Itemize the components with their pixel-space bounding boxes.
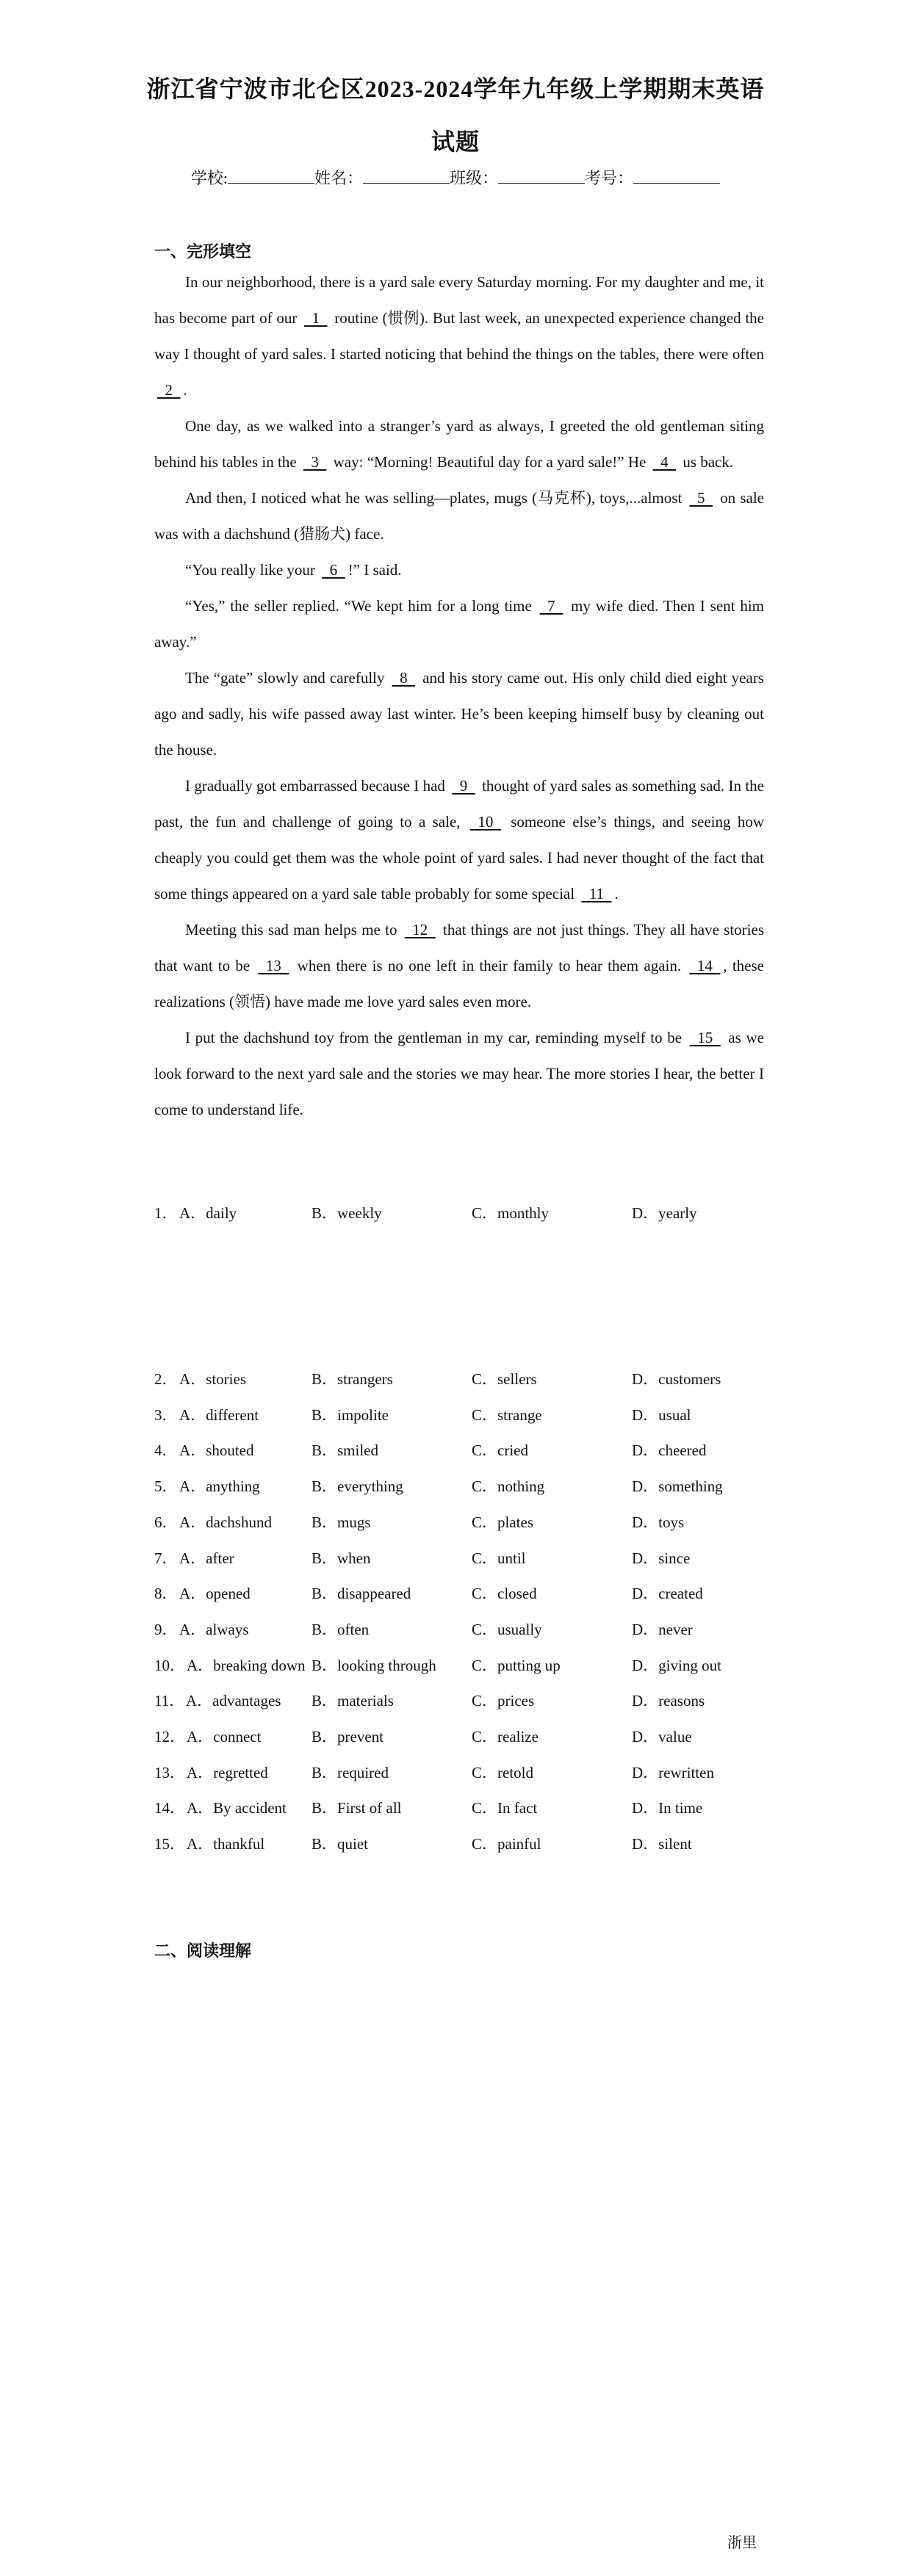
- question-row: [154, 1546, 815, 1576]
- passage-text: way: “Morning! Beautiful day for a yard sale!” He: [329, 453, 650, 471]
- passage-text: !” I said.: [348, 561, 402, 579]
- option-a: A．daily: [179, 1204, 237, 1222]
- option-d: D．usual: [632, 1405, 691, 1424]
- option-b: B．required: [312, 1763, 389, 1781]
- option-a: A．opened: [179, 1585, 251, 1603]
- option-a: A．anything: [179, 1477, 260, 1496]
- exam-title: 浙江省宁波市北仑区2023-2024学年九年级上学期期末英语: [146, 76, 765, 102]
- option-d: D．since: [632, 1549, 691, 1567]
- question-number: 7．: [154, 1549, 178, 1567]
- option-b: B．materials: [312, 1692, 394, 1710]
- question-number: 10．: [154, 1656, 185, 1674]
- blank-number: 4: [652, 453, 677, 471]
- option-d: D．rewritten: [632, 1763, 714, 1781]
- option-d: D．In time: [632, 1799, 703, 1817]
- question-row: [154, 1439, 815, 1468]
- question-number: 14．: [154, 1799, 185, 1817]
- option-b: B．looking through: [312, 1656, 436, 1674]
- passage-paragraph: [154, 408, 764, 480]
- passage-text: One day, as we walked into a stranger’s yard as always, I greeted the old gentleman siting behind his tables in the: [154, 417, 764, 471]
- option-d: D．silent: [632, 1835, 692, 1853]
- passage-text: “You really like your: [185, 561, 320, 579]
- option-b: B．mugs: [312, 1513, 371, 1531]
- question-row: [154, 1689, 815, 1718]
- question-number: 15．: [154, 1835, 185, 1853]
- passage-paragraph: [154, 480, 764, 552]
- option-a: A．breaking down: [187, 1656, 306, 1674]
- class-label: 班级：: [450, 169, 499, 187]
- blank-number: 3: [303, 453, 327, 471]
- page-footer: 浙里: [727, 2533, 757, 2551]
- passage-text: I put the dachshund toy from the gentleman in my car, reminding myself to be: [185, 1029, 687, 1046]
- exam-no-blank: [633, 170, 720, 184]
- option-d: D．customers: [632, 1370, 721, 1388]
- option-d: D．value: [632, 1728, 692, 1745]
- passage-paragraph: [154, 1020, 764, 1128]
- question-number: 12．: [154, 1728, 185, 1745]
- option-b: B．disappeared: [312, 1585, 411, 1603]
- passage-text: And then, I noticed what he was selling—plates, mugs (马克杯), toys,...almost: [185, 489, 687, 507]
- passage-paragraph: [154, 660, 764, 768]
- option-c: C．retold: [472, 1763, 533, 1781]
- passage-paragraph: [154, 552, 764, 588]
- question-row: [154, 1201, 815, 1231]
- blank-number: 15: [689, 1029, 721, 1046]
- option-c: C．until: [472, 1549, 526, 1567]
- option-c: C．nothing: [472, 1477, 545, 1496]
- passage-text: .: [614, 885, 619, 902]
- option-b: B．strangers: [312, 1370, 393, 1388]
- question-number: 4．: [154, 1441, 178, 1460]
- option-a: A．regretted: [187, 1763, 268, 1781]
- blank-number: 7: [539, 597, 563, 615]
- passage-text: us back.: [679, 453, 734, 471]
- exam-title-line2: 试题: [431, 129, 480, 155]
- passage-text: that things are not just things. They all have stories that want to be: [154, 921, 764, 974]
- blank-number: 13: [258, 957, 289, 974]
- passage-text: “Yes,” the seller replied. “We kept him for a long time: [185, 597, 537, 615]
- blank-number: 9: [452, 777, 475, 795]
- question-row: [154, 1403, 815, 1433]
- question-row: [154, 1761, 815, 1790]
- question-row: [154, 1832, 815, 1862]
- blank-number: 11: [581, 885, 612, 902]
- option-d: D．reasons: [632, 1692, 705, 1710]
- option-b: B．prevent: [312, 1728, 384, 1745]
- blank-number: 8: [392, 669, 416, 687]
- option-b: B．quiet: [312, 1835, 368, 1853]
- passage-text: thought of yard sales as something sad. In the past, the fun and challenge of going to a sale,: [154, 777, 764, 831]
- option-a: A．connect: [187, 1728, 262, 1745]
- option-c: C．closed: [472, 1585, 537, 1603]
- name-label: 姓名：: [314, 169, 364, 187]
- cloze-passage: [154, 264, 764, 1128]
- passage-paragraph: [154, 912, 764, 1020]
- question-row: [154, 1510, 815, 1540]
- option-c: C．sellers: [472, 1370, 537, 1388]
- student-info-line: [0, 166, 911, 189]
- option-c: C．realize: [472, 1728, 539, 1745]
- passage-text: .: [183, 381, 187, 399]
- question-row: [154, 1654, 815, 1683]
- passage-text: my wife died. Then I sent him away.”: [154, 597, 764, 651]
- passage-text: on sale was with a dachshund (猎肠犬) face.: [154, 489, 764, 543]
- question-row: [154, 1475, 815, 1504]
- passage-text: The “gate” slowly and carefully: [185, 669, 389, 687]
- question-number: 6．: [154, 1513, 178, 1531]
- option-a: A．By accident: [187, 1799, 287, 1817]
- option-a: A．stories: [179, 1370, 246, 1388]
- class-blank: [498, 170, 585, 184]
- option-c: C．prices: [472, 1692, 535, 1710]
- passage-text: In our neighborhood, there is a yard sale every Saturday morning. For my daughter and me, it has become part of our: [154, 273, 764, 327]
- option-b: B．often: [312, 1620, 370, 1638]
- option-c: C．In fact: [472, 1799, 538, 1817]
- question-number: 5．: [154, 1477, 178, 1496]
- option-a: A．different: [179, 1405, 259, 1424]
- blank-number: 5: [689, 489, 713, 507]
- section-heading-reading: 二、阅读理解: [154, 1942, 252, 1961]
- option-d: D．something: [632, 1477, 723, 1496]
- blank-number: 14: [689, 957, 721, 974]
- blank-number: 10: [469, 813, 501, 831]
- question-row: [154, 1725, 815, 1754]
- passage-paragraph: [154, 264, 764, 408]
- blank-number: 2: [157, 381, 181, 399]
- exam-no-label: 考号：: [585, 169, 634, 187]
- blank-number: 6: [322, 561, 345, 579]
- question-number: 3．: [154, 1405, 178, 1424]
- option-a: A．always: [179, 1620, 249, 1638]
- passage-paragraph: [154, 588, 764, 660]
- question-row: [154, 1582, 815, 1611]
- option-a: A．after: [179, 1549, 234, 1567]
- passage-paragraph: [154, 768, 764, 912]
- option-d: D．never: [632, 1620, 693, 1638]
- option-c: C．cried: [472, 1441, 528, 1460]
- option-c: C．strange: [472, 1405, 542, 1424]
- passage-text: routine (惯例). But last week, an unexpected experience changed the way I thought of yard sales. I started noticing that behind the things on the tables, there were often: [154, 309, 764, 363]
- question-row: [154, 1367, 815, 1397]
- section-heading-cloze: 一、完形填空: [154, 243, 252, 261]
- option-c: C．plates: [472, 1513, 533, 1531]
- option-d: D．cheered: [632, 1441, 707, 1460]
- passage-text: I gradually got embarrassed because I had: [185, 777, 450, 795]
- school-label: 学校:: [190, 169, 228, 187]
- question-number: 13．: [154, 1763, 185, 1781]
- question-row: [154, 1618, 815, 1647]
- passage-text: Meeting this sad man helps me to: [185, 921, 402, 938]
- passage-text: as we look forward to the next yard sale and the stories we may hear. The more stories I hear, the better I come to understand life.: [154, 1029, 764, 1118]
- option-b: B．everything: [312, 1477, 403, 1496]
- option-b: B．weekly: [312, 1204, 382, 1222]
- blank-number: 12: [404, 921, 436, 938]
- option-c: C．monthly: [472, 1204, 550, 1222]
- option-a: A．dachshund: [179, 1513, 272, 1531]
- question-number: 9．: [154, 1620, 178, 1638]
- question-number: 8．: [154, 1585, 178, 1603]
- option-a: A．shouted: [179, 1441, 254, 1460]
- question-number: 1．: [154, 1204, 178, 1222]
- blank-number: 1: [304, 309, 328, 327]
- school-blank: [228, 170, 314, 184]
- option-c: C．putting up: [472, 1656, 561, 1674]
- passage-text: , these realizations (领悟) have made me love yard sales even more.: [154, 957, 764, 1010]
- option-b: B．First of all: [312, 1799, 402, 1817]
- option-d: D．toys: [632, 1513, 685, 1531]
- option-a: A．advantages: [186, 1692, 281, 1710]
- question-row: [154, 1796, 815, 1826]
- option-d: D．yearly: [632, 1204, 697, 1222]
- option-c: C．painful: [472, 1835, 541, 1853]
- option-b: B．impolite: [312, 1405, 389, 1424]
- passage-text: when there is no one left in their family to hear them again.: [292, 957, 687, 974]
- passage-text: someone else’s things, and seeing how cheaply you could get them was the whole point of yard sales. I had never thought of the fact that some things appeared on a yard sale table probably for some special: [154, 813, 764, 902]
- passage-text: and his story came out. His only child died eight years ago and sadly, his wife passed away last winter. He’s been keeping himself busy by cleaning out the house.: [154, 669, 764, 759]
- question-number: 2．: [154, 1370, 178, 1388]
- question-number: 11．: [154, 1692, 185, 1710]
- option-d: D．giving out: [632, 1656, 721, 1674]
- name-blank: [363, 170, 450, 184]
- option-a: A．thankful: [187, 1835, 265, 1853]
- option-d: D．created: [632, 1585, 703, 1603]
- option-b: B．when: [312, 1549, 371, 1567]
- option-b: B．smiled: [312, 1441, 379, 1460]
- option-c: C．usually: [472, 1620, 542, 1638]
